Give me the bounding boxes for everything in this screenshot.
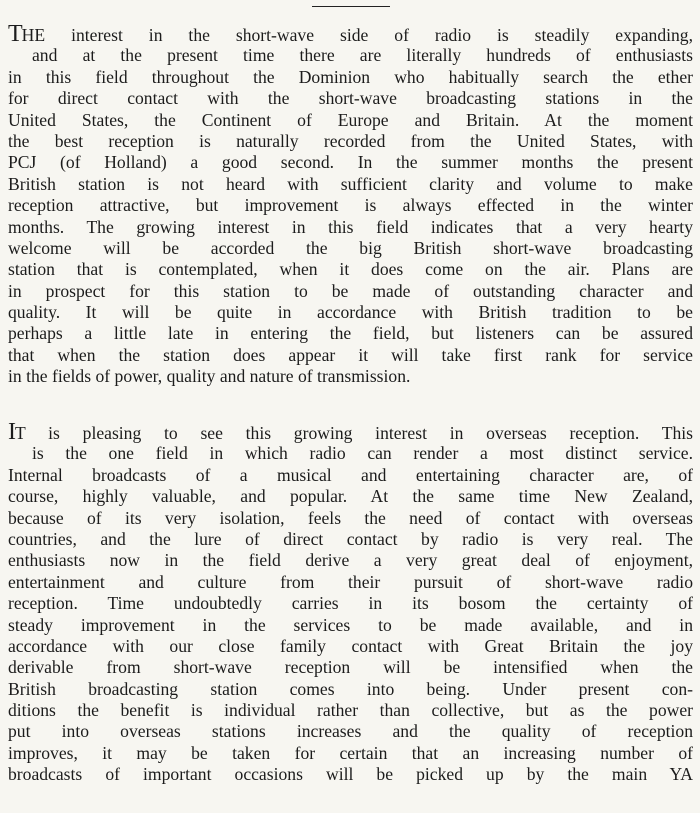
paragraph-1 bbox=[8, 24, 693, 388]
text-line: perhaps a little late in entering the field, but listeners can be assured bbox=[8, 323, 693, 344]
text-line: IT is pleasing to see this growing interest in overseas reception. This bbox=[8, 422, 693, 443]
text-line: is the one field in which radio can render a most distinct service. bbox=[32, 443, 693, 464]
text-line: the best reception is naturally recorded from the United States, with bbox=[8, 130, 693, 151]
text-line: derivable from short-wave reception will be intensified when the bbox=[8, 657, 693, 678]
text-line: because of its very isolation, feels the need of contact with overseas bbox=[8, 507, 693, 528]
text-line: in prospect for this station to be made of outstanding character and bbox=[8, 280, 693, 301]
text-line: reception. Time undoubtedly carries in its bosom the certainty of bbox=[8, 593, 693, 614]
text-line: accordance with our close family contact with Great Britain the joy bbox=[8, 635, 693, 656]
text-line: ditions the benefit is individual rather than collective, but as the power bbox=[8, 700, 693, 721]
text-line: quality. It will be quite in accordance with British tradition to be bbox=[8, 302, 693, 323]
text-line: that when the station does appear it will take first rank for service bbox=[8, 344, 693, 365]
text-line: steady improvement in the services to be made available, and in bbox=[8, 614, 693, 635]
text-line: in the fields of power, quality and nature of transmission. bbox=[8, 366, 411, 387]
text-line: THE interest in the short-wave side of radio is steadily expanding, bbox=[8, 24, 693, 45]
drop-cap: T bbox=[8, 24, 22, 46]
text-line: course, highly valuable, and popular. At the same time New Zealand, bbox=[8, 486, 693, 507]
paragraph-2 bbox=[8, 422, 693, 786]
text-line: broadcasts of important occasions will be picked up by the main YA bbox=[8, 764, 693, 785]
text-line: improves, it may be taken for certain that an increasing number of bbox=[8, 742, 693, 763]
text-line: station that is contemplated, when it does come on the air. Plans are bbox=[8, 259, 693, 280]
text-line: months. The growing interest in this field indicates that a very hearty bbox=[8, 216, 693, 237]
text-line: entertainment and culture from their pursuit of short-wave radio bbox=[8, 571, 693, 592]
text-line: PCJ (of Holland) a good second. In the summer months the present bbox=[8, 152, 693, 173]
text-line: British station is not heard with sufficient clarity and volume to make bbox=[8, 173, 693, 194]
text-line: in this field throughout the Dominion who habitually search the ether bbox=[8, 66, 693, 87]
text-line: reception attractive, but improvement is always effected in the winter bbox=[8, 195, 693, 216]
text-line: Internal broadcasts of a musical and entertaining character are, of bbox=[8, 464, 693, 485]
text-line: and at the present time there are literally hundreds of enthusiasts bbox=[32, 45, 693, 66]
text-line: countries, and the lure of direct contact by radio is very real. The bbox=[8, 528, 693, 549]
text-line: welcome will be accorded the big British short-wave broadcasting bbox=[8, 237, 693, 258]
text-line: United States, the Continent of Europe and Britain. At the moment bbox=[8, 109, 693, 130]
text-line: British broadcasting station comes into being. Under present con- bbox=[8, 678, 693, 699]
text-line: for direct contact with the short-wave broadcasting stations in the bbox=[8, 88, 693, 109]
text-line: put into overseas stations increases and the quality of reception bbox=[8, 721, 693, 742]
top-divider-rule bbox=[312, 6, 390, 7]
drop-cap: I bbox=[8, 422, 15, 444]
text-line: enthusiasts now in the field derive a very great deal of enjoyment, bbox=[8, 550, 693, 571]
